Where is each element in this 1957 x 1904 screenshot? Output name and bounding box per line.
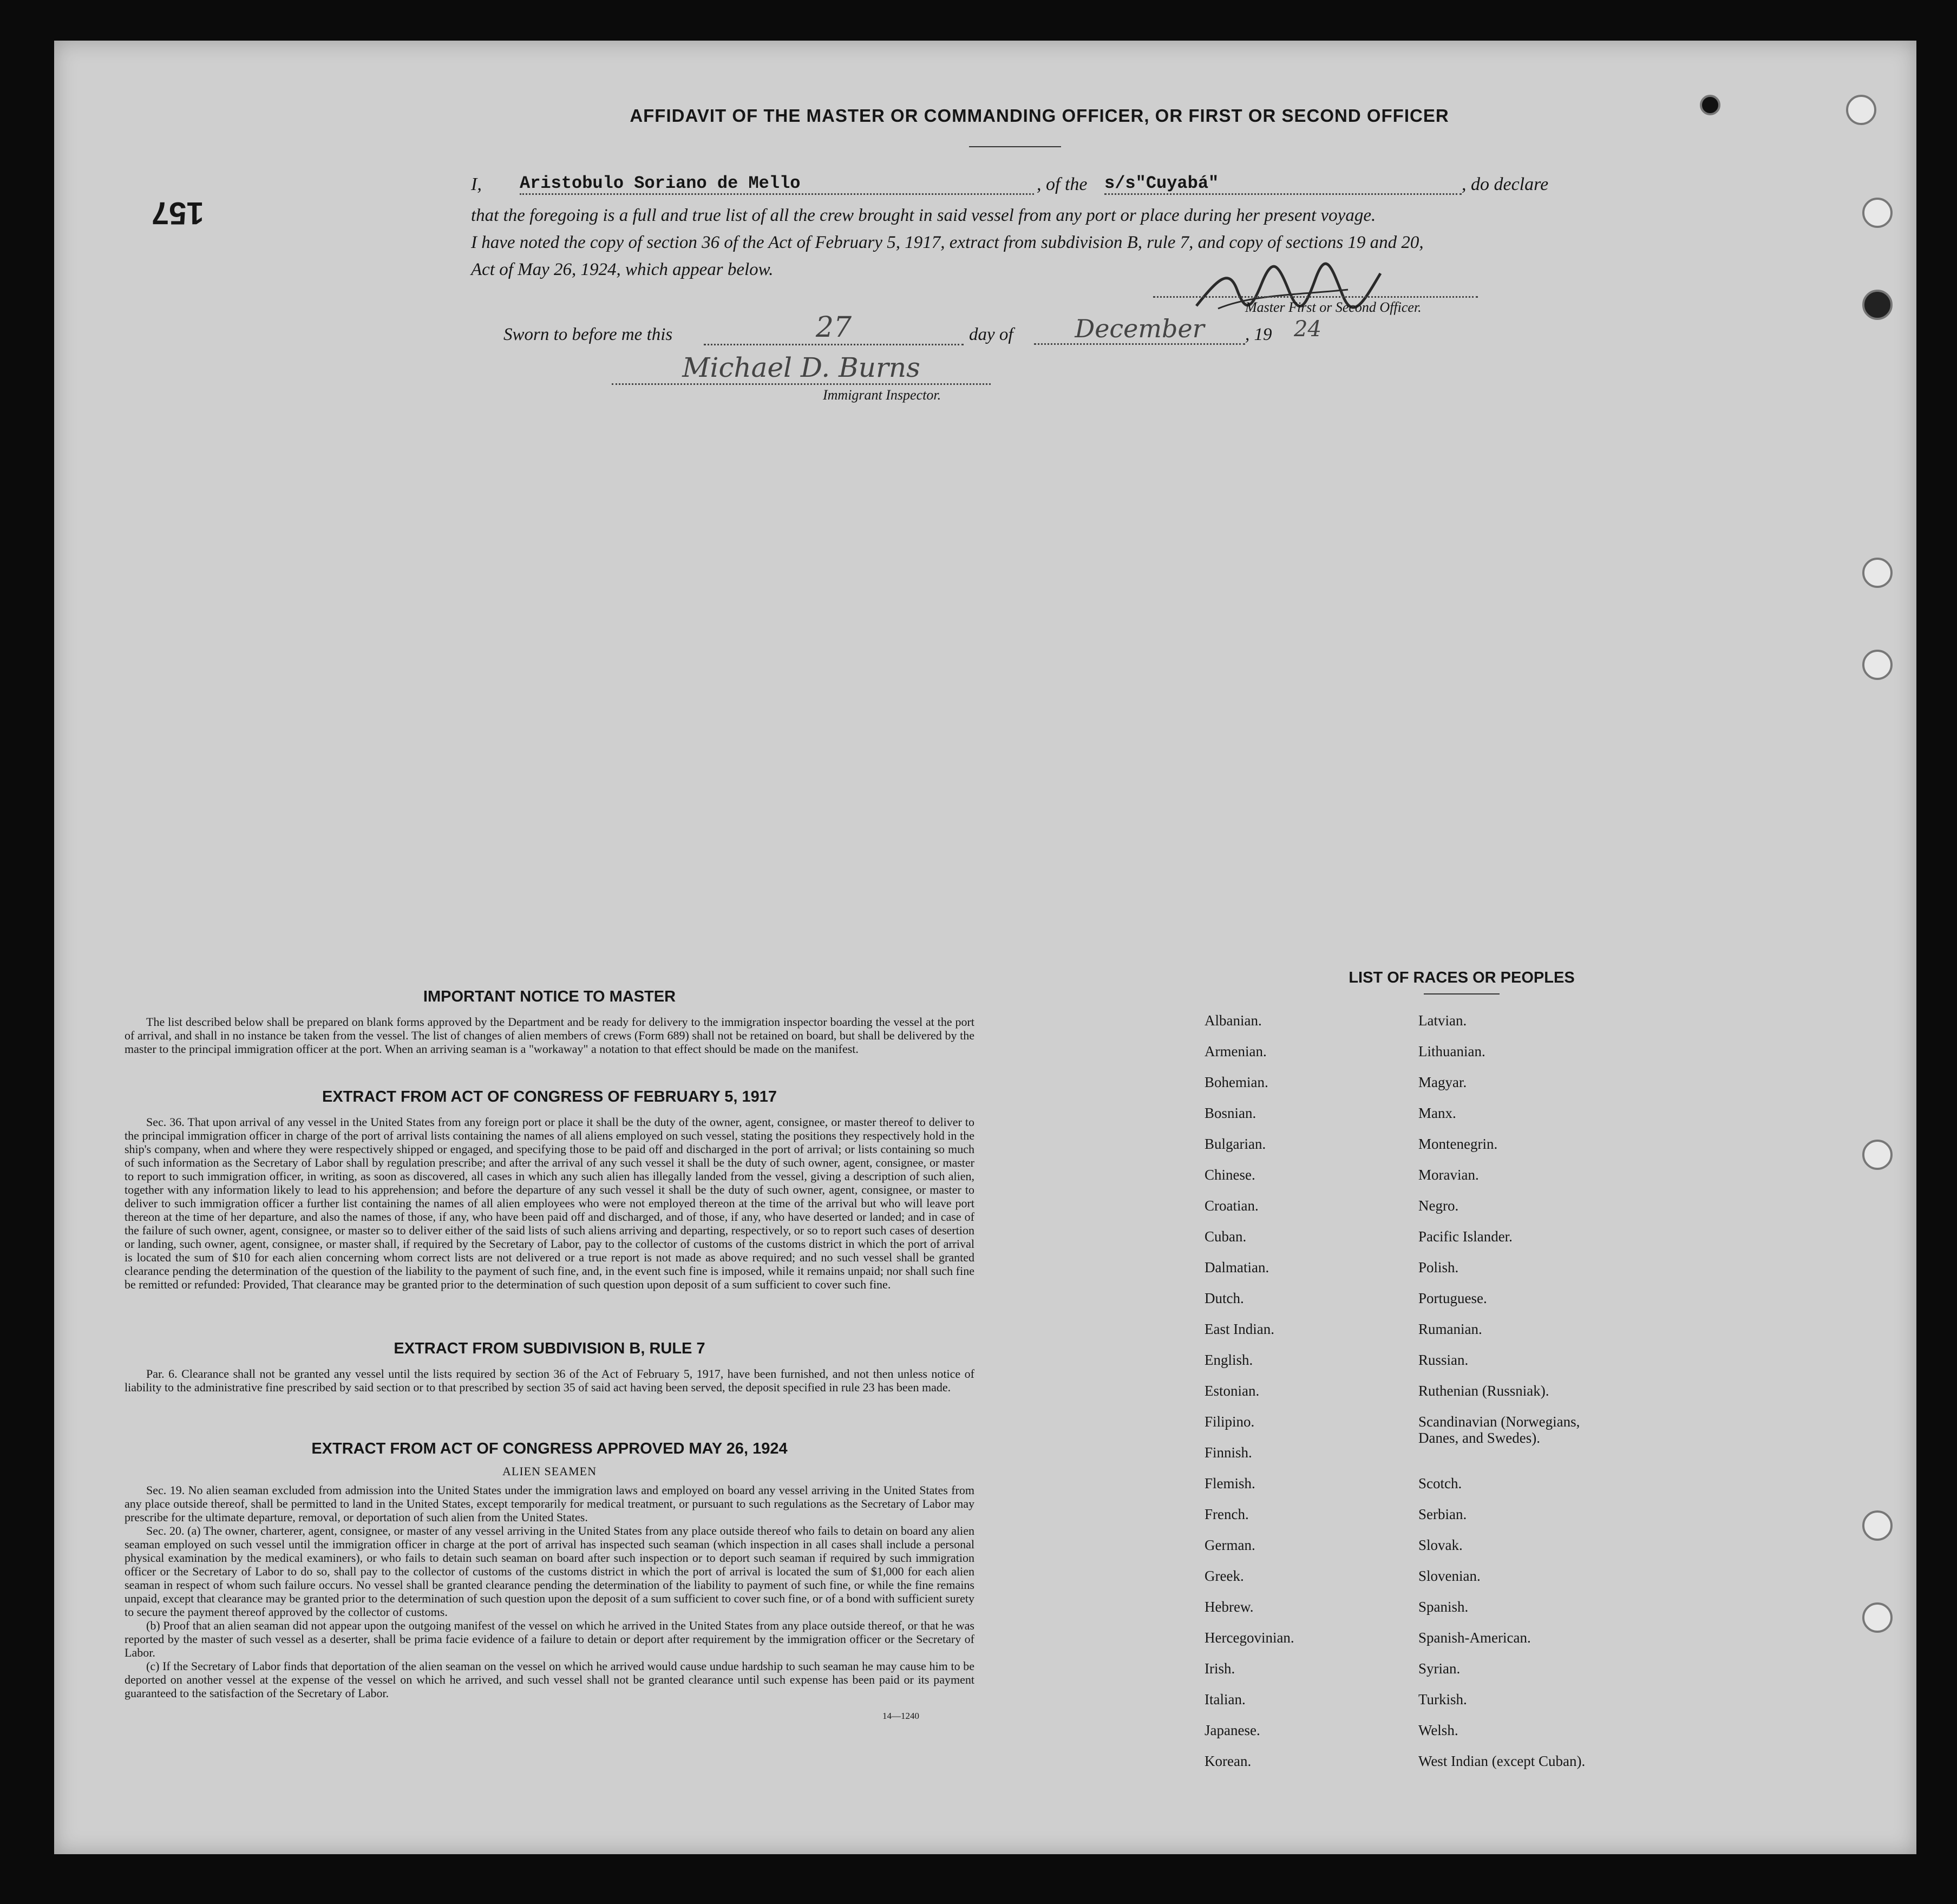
race-item: Latvian.: [1418, 1012, 1467, 1029]
race-item: Syrian.: [1418, 1660, 1461, 1677]
race-item: Estonian.: [1205, 1383, 1260, 1399]
race-item: Montenegrin.: [1418, 1136, 1498, 1152]
race-item: Cuban.: [1205, 1228, 1247, 1245]
extract-1917-text: Sec. 36. That upon arrival of any vessel in the United States from any foreign port or place it shall be the duty of the owner, agent, consignee, or master thereof to deliver to the principal immigration officer in charge of the port of arrival lists containing the names of all aliens employed on such vessel, stating the positions they respectively hold in the ship's company, when and where they were respectively shipped or engaged, and specifying those to be paid off and discharged in the port of arrival; or lists containing so much of such information as the Secretary of Labor shall by regulation prescribe; and after the arrival of any such vessel it shall be the duty of such owner, agent, consignee, or master to report to such immigration officer, in writing, as soon as discovered, all cases in which any such alien has illegally landed from the vessel, giving a description of such alien, together with any information likely to lead to his apprehension; and before the departure of any such vessel it shall be the duty of such owner, agent, consignee, or master to deliver to such immigration officer a further list containing the names of all alien employees who were not employed thereon at the time of the arrival but who will leave port thereon at the time of her departure, and also the names of those, if any, who have been paid off and discharged, and of those, if any, who have deserted or landed; and in case of the failure of such owner, agent, consignee, or master so to deliver either of the said lists of such aliens arriving and departing, respectively, or so to report such cases of desertion or landing, such owner, agent, consignee, or master shall, if required by the Secretary of Labor, pay to the collector of customs of the customs district in which the port of arrival is located the sum of $10 for each alien concerning whom correct lists are not delivered or a true report is not made as above required; and no such vessel shall be granted clearance pending the determination of the question of the liability to the payment of such fine, and, in the event such fine is imposed, while it remains unpaid; nor shall such fine be remitted or refunded: Provided, That clearance may be granted prior to the determination of such question upon deposit of a sum sufficient to cover such fine.: [125, 1115, 974, 1291]
title-rule: [969, 146, 1061, 147]
binder-hole: [1862, 290, 1893, 320]
race-item: German.: [1205, 1537, 1255, 1553]
race-item: Spanish-American.: [1418, 1630, 1531, 1646]
declare-label: , do declare: [1462, 174, 1549, 194]
affidavit-line-2: I have noted the copy of section 36 of the Act of February 5, 1917, extract from subdivision B, rule 7, and copy of sections 19 and 20,: [471, 233, 1424, 252]
inspector-label: Immigrant Inspector.: [823, 387, 941, 403]
notice-text: The list described below shall be prepared on blank forms approved by the Department and be ready for delivery to the immigration inspector boarding the vessel at the port of arrival, and shall in no instance be taken from the vessel. The list of changes of alien members of crews (Form 689) shall not be retained on board, but shall be delivered by the master to the principal immigration officer at the port. When an arriving seaman is a "workaway" a notation to that effect should be made on the manifest.: [125, 1015, 974, 1056]
extract-1917-title: EXTRACT FROM ACT OF CONGRESS OF FEBRUARY 5, 1917: [322, 1088, 777, 1105]
race-item: Polish.: [1418, 1259, 1459, 1275]
affidavit-pronoun: I,: [471, 174, 482, 194]
master-signature-line: [1153, 295, 1478, 298]
race-item: West Indian (except Cuban).: [1418, 1753, 1586, 1769]
affidavit-line-1: that the foregoing is a full and true list of all the crew brought in said vessel from any port or place during her present voyage.: [471, 206, 1376, 225]
race-item: Ruthenian (Russniak).: [1418, 1383, 1549, 1399]
race-item: Hebrew.: [1205, 1599, 1254, 1615]
race-item: Albanian.: [1205, 1012, 1262, 1029]
race-item: Korean.: [1205, 1753, 1252, 1769]
section-20a-text: Sec. 20. (a) The owner, charterer, agent, consignee, or master of any vessel arriving in the United States from any place outside thereof who fails to detain on board any alien seaman employed on such vessel until the immigration officer in charge at the port of arrival has inspected such seaman (which inspection in all cases shall include a personal physical examination by the medical examiners), or who fails to detain such seaman on board after such inspection or to deport such seaman if required by such immigration officer or the Secretary of Labor to do so, shall pay to the collector of customs of the customs district in which the port of arrival is located the sum of $1,000 for each alien seaman in respect of whom such failure occurs. No vessel shall be granted clearance pending the determination of the liability to payment of such fine, or while the fine remains unpaid, except that clearance may be granted prior to the determination of such question upon the deposit of a sum sufficient to cover such fine, or of a bond with sufficient surety to secure the payment thereof approved by the collector of customs.: [125, 1524, 974, 1619]
race-item: Bulgarian.: [1205, 1136, 1266, 1152]
officer-label: Master First or Second Officer.: [1245, 299, 1422, 315]
binder-hole: [1700, 95, 1720, 115]
inspector-signature: Michael D. Burns: [612, 352, 991, 385]
race-item: Welsh.: [1418, 1722, 1458, 1738]
year-prefix: , 19: [1245, 325, 1272, 344]
day-of-label: day of: [969, 325, 1013, 344]
race-item: Negro.: [1418, 1198, 1459, 1214]
race-item: Bosnian.: [1205, 1105, 1256, 1121]
races-column-left: [1205, 1012, 1410, 1835]
affidavit-title: AFFIDAVIT OF THE MASTER OR COMMANDING OFFICER, OR FIRST OR SECOND OFFICER: [630, 106, 1449, 126]
races-title-rule: [1424, 993, 1500, 994]
subdivision-title: EXTRACT FROM SUBDIVISION B, RULE 7: [394, 1340, 705, 1357]
form-number: 14—1240: [882, 1711, 919, 1721]
master-name: Aristobulo Soriano de Mello: [520, 173, 1034, 195]
year-suffix: 24: [1294, 317, 1321, 342]
race-item: Filipino.: [1205, 1414, 1255, 1430]
race-item: Italian.: [1205, 1691, 1246, 1707]
binder-hole: [1862, 650, 1893, 680]
sworn-label: Sworn to before me this: [503, 325, 673, 344]
race-item: Flemish.: [1205, 1475, 1255, 1491]
race-item: Chinese.: [1205, 1167, 1255, 1183]
race-item: Dutch.: [1205, 1290, 1244, 1306]
race-item: Lithuanian.: [1418, 1043, 1485, 1059]
race-item: Turkish.: [1418, 1691, 1467, 1707]
subdivision-text: Par. 6. Clearance shall not be granted any vessel until the lists required by section 36 of the Act of February 5, 1917, have been furnished, and not then unless notice of liability to the administrative fine prescribed by said section or to that prescribed by section 35 of said act having been served, the deposit specified in rule 23 has been made.: [125, 1367, 974, 1394]
race-item: Armenian.: [1205, 1043, 1267, 1059]
binder-hole: [1862, 558, 1893, 588]
binder-hole: [1862, 1140, 1893, 1170]
section-19-text: Sec. 19. No alien seaman excluded from admission into the United States under the immigration laws and employed on board any vessel arriving in the United States from any place outside thereof, shall be permitted to land in the United States, except temporarily for medical treatment, or pursuant to such regulations as the Secretary of Labor may prescribe for the ultimate departure, removal, or deportation of such alien from the United States.: [125, 1483, 974, 1524]
section-20b-text: (b) Proof that an alien seaman did not appear upon the outgoing manifest of the vessel on which he arrived in the United States from any place outside thereof, or that he was reported by the master of such vessel as a deserter, shall be prima facie evidence of a failure to detain or deport after requirement by the immigration officer or the Secretary of Labor.: [125, 1619, 974, 1659]
race-item: Magyar.: [1418, 1074, 1467, 1090]
race-item: Portuguese.: [1418, 1290, 1487, 1306]
race-item: Serbian.: [1418, 1506, 1467, 1522]
race-item: Croatian.: [1205, 1198, 1259, 1214]
race-item: Russian.: [1418, 1352, 1469, 1368]
races-title: LIST OF RACES OR PEOPLES: [1349, 969, 1575, 986]
race-item: Pacific Islander.: [1418, 1228, 1513, 1245]
extract-1924-body: [125, 1483, 974, 1700]
race-item: Manx.: [1418, 1105, 1456, 1121]
binder-hole: [1862, 1510, 1893, 1541]
extract-1924-subtitle: ALIEN SEAMEN: [502, 1464, 597, 1478]
race-item: Spanish.: [1418, 1599, 1469, 1615]
sworn-month: December: [1034, 314, 1245, 345]
race-item: English.: [1205, 1352, 1253, 1368]
affidavit-line-3: Act of May 26, 1924, which appear below.: [471, 260, 774, 279]
race-item: Slovak.: [1418, 1537, 1463, 1553]
race-item: Rumanian.: [1418, 1321, 1482, 1337]
vessel-name: s/s"Cuyabá": [1104, 173, 1462, 195]
race-item: French.: [1205, 1506, 1249, 1522]
race-item: Finnish.: [1205, 1444, 1252, 1461]
notice-title: IMPORTANT NOTICE TO MASTER: [423, 988, 676, 1005]
race-item: Irish.: [1205, 1660, 1235, 1677]
margin-number: 157: [152, 195, 204, 231]
race-item: Bohemian.: [1205, 1074, 1268, 1090]
race-item: East Indian.: [1205, 1321, 1274, 1337]
races-column-right: [1418, 1012, 1743, 1835]
race-item: Dalmatian.: [1205, 1259, 1269, 1275]
section-20c-text: (c) If the Secretary of Labor finds that deportation of the alien seaman on the vessel on which he arrived would cause undue hardship to such seaman he may cause him to be deported on another vessel at the expense of the vessel on which he arrived, and such vessel shall not be granted clearance until such expense has been paid or its payment guaranteed to the satisfaction of the Secretary of Labor.: [125, 1659, 974, 1700]
extract-1917-body: [125, 1115, 974, 1291]
race-item: Danes, and Swedes).: [1418, 1430, 1540, 1446]
race-item: Scandinavian (Norwegians,: [1418, 1414, 1580, 1430]
race-item: Greek.: [1205, 1568, 1244, 1584]
binder-hole: [1862, 1602, 1893, 1633]
race-item: Japanese.: [1205, 1722, 1260, 1738]
race-item: Scotch.: [1418, 1475, 1462, 1491]
subdivision-body: [125, 1367, 974, 1394]
notice-body: [125, 1015, 974, 1056]
sworn-day: 27: [704, 311, 964, 345]
document-sheet: [54, 41, 1916, 1854]
binder-hole: [1846, 95, 1876, 125]
race-item: Slovenian.: [1418, 1568, 1481, 1584]
of-the-label: , of the: [1037, 174, 1088, 194]
race-item: Hercegovinian.: [1205, 1630, 1294, 1646]
extract-1924-title: EXTRACT FROM ACT OF CONGRESS APPROVED MAY 26, 1924: [311, 1440, 788, 1457]
race-item: Moravian.: [1418, 1167, 1479, 1183]
binder-hole: [1862, 198, 1893, 228]
